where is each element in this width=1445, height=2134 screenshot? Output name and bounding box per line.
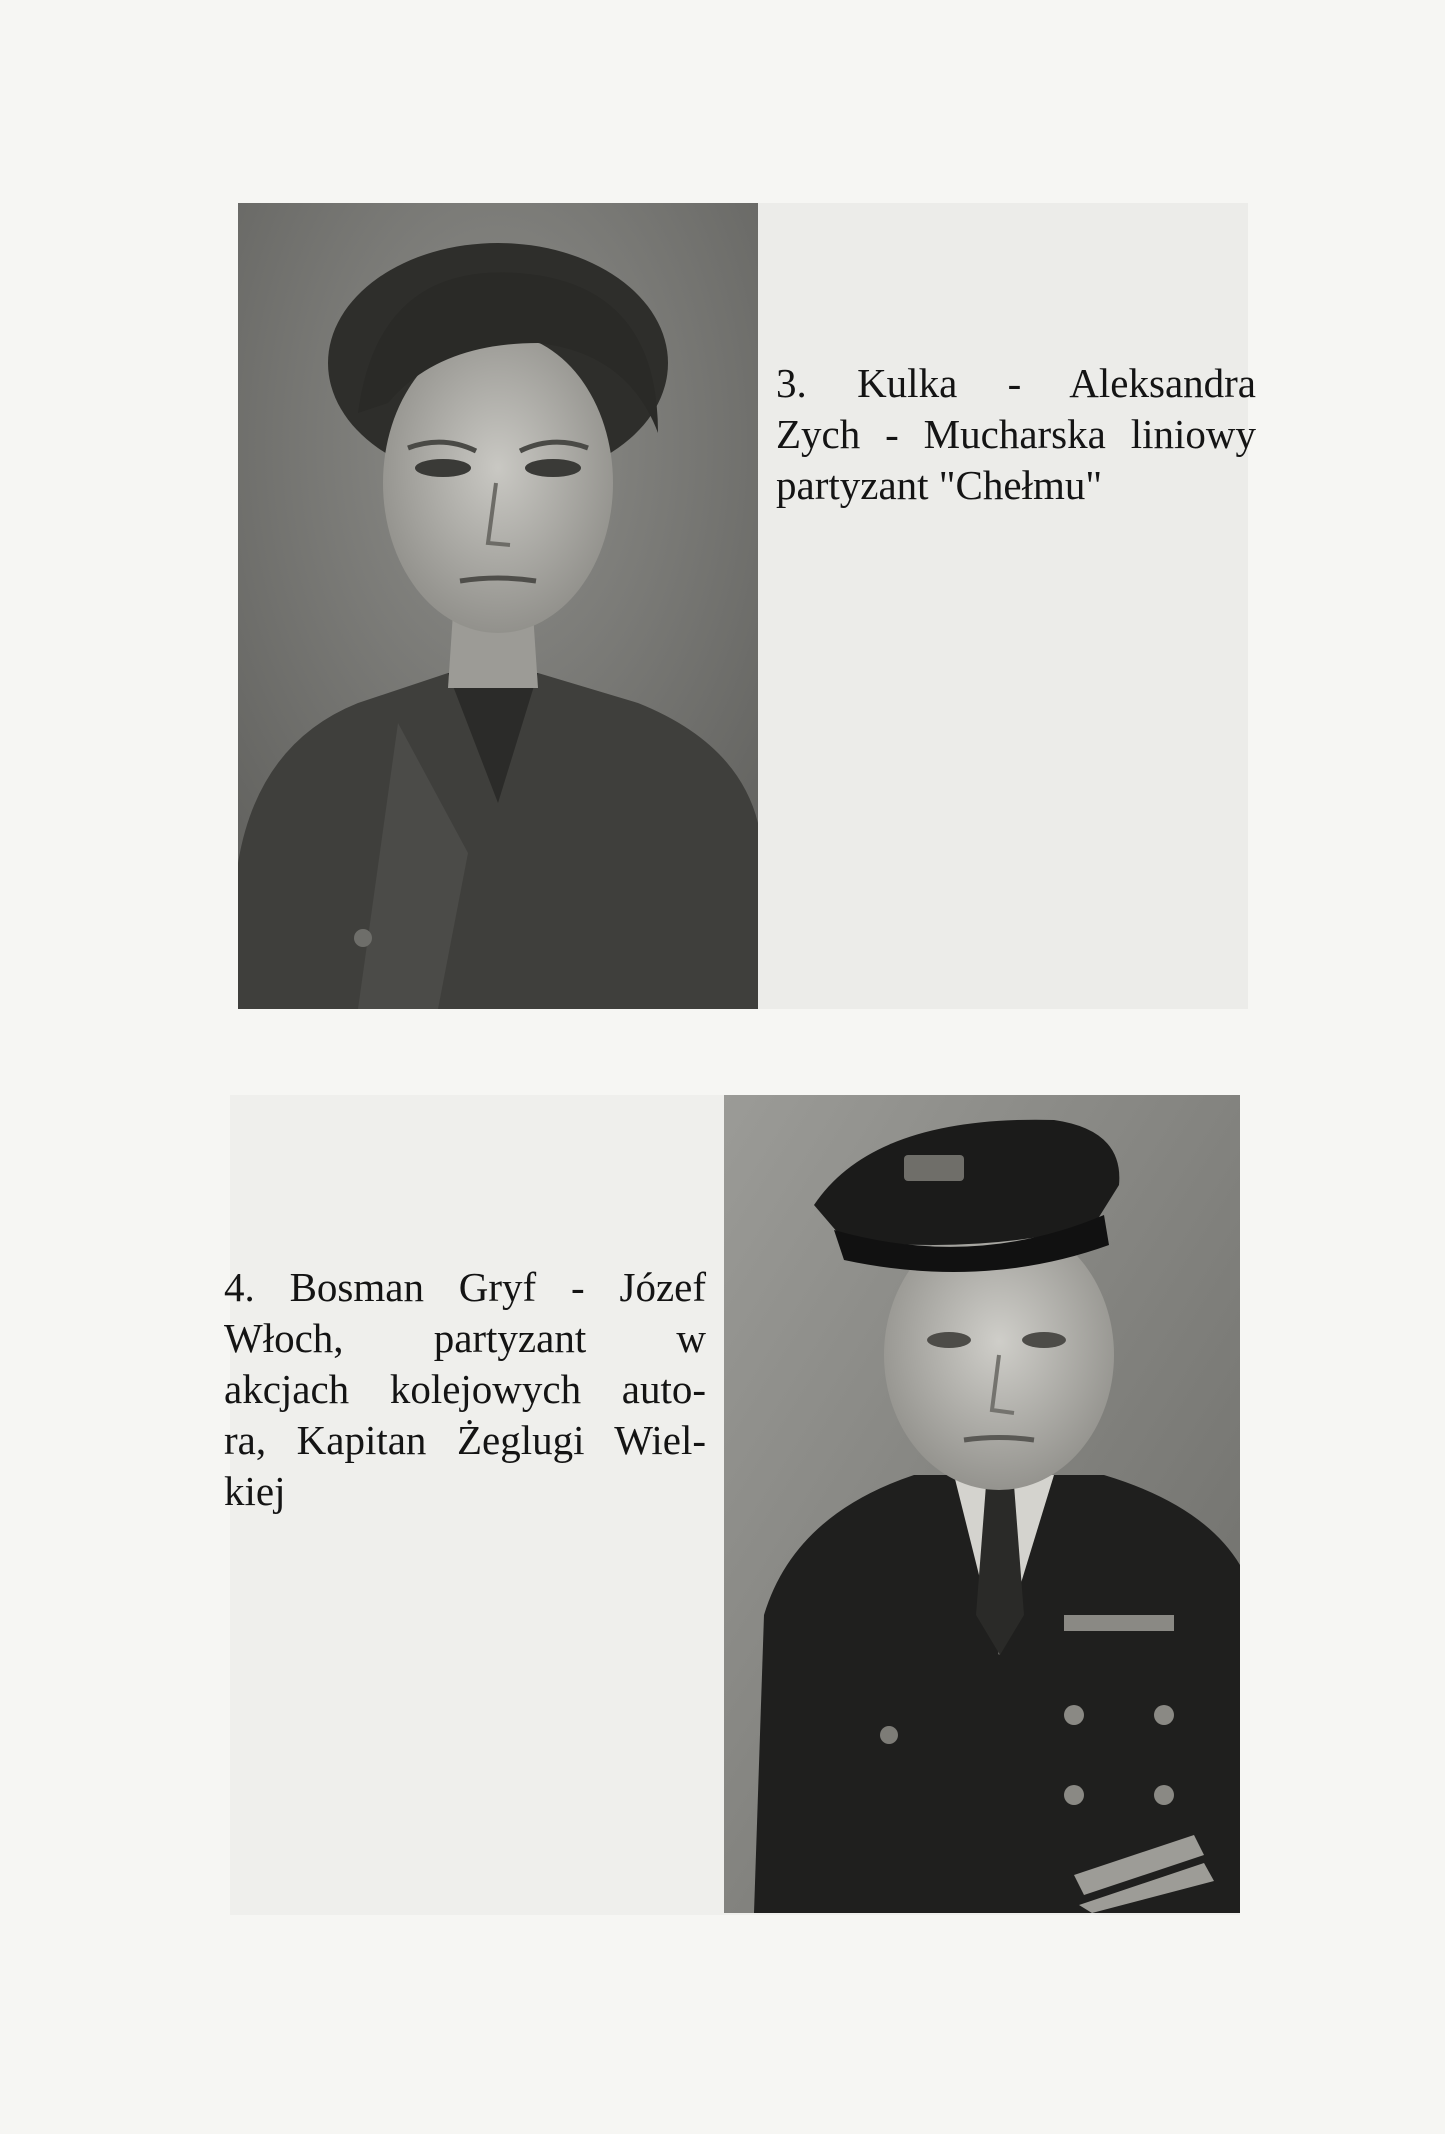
portrait-photo-kulka <box>238 203 758 1009</box>
photo-caption-4 <box>224 1262 706 1517</box>
caption-line: Zych - Mucharska liniowy <box>776 411 1256 457</box>
caption-line: ra, Kapitan Żeglugi Wiel- <box>224 1417 706 1463</box>
caption-line: Włoch, partyzant w <box>224 1315 706 1361</box>
portrait-photo-bosman-gryf <box>724 1095 1240 1913</box>
photo-caption-3 <box>776 358 1256 511</box>
caption-line: kiej <box>224 1468 286 1514</box>
caption-line: 4. Bosman Gryf - Józef <box>224 1264 706 1310</box>
caption-line: 3. Kulka - Aleksandra <box>776 360 1256 406</box>
caption-line: partyzant "Chełmu" <box>776 462 1103 508</box>
caption-line: akcjach kolejowych auto- <box>224 1366 706 1412</box>
